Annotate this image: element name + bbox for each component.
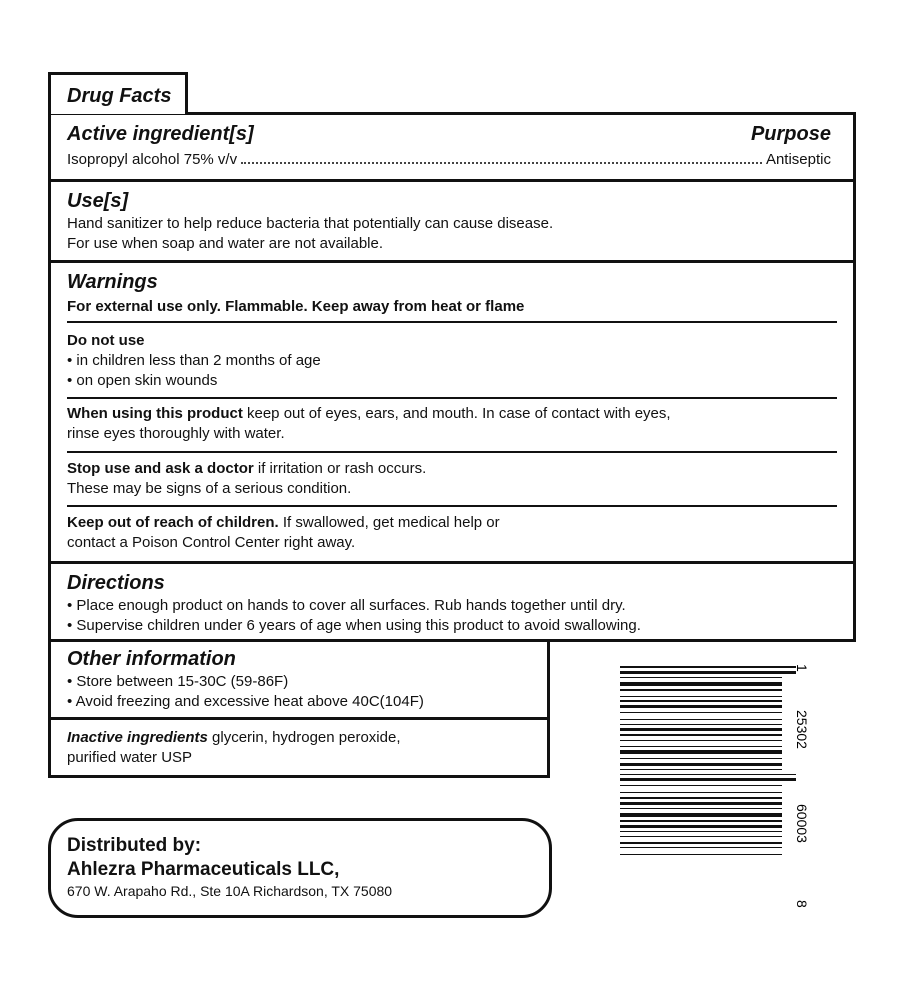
barcode-bar bbox=[620, 763, 782, 766]
directions-heading: Directions bbox=[67, 572, 165, 594]
barcode-bar bbox=[620, 831, 782, 832]
barcode-bar bbox=[620, 792, 782, 793]
barcode-bar bbox=[620, 854, 782, 855]
when-using-text: keep out of eyes, ears, and mouth. In case of contact with eyes, bbox=[242, 405, 671, 422]
barcode-digit: 25302 bbox=[794, 710, 810, 749]
keep-out-text-2: contact a Poison Control Center right away. bbox=[67, 534, 356, 551]
barcode-bar bbox=[620, 734, 782, 736]
ingredient-purpose: Antiseptic bbox=[765, 151, 831, 168]
barcode-bar bbox=[620, 746, 782, 747]
leader-dots bbox=[241, 162, 762, 164]
other-information-line: • Avoid freezing and excessive heat above 40C(104F) bbox=[67, 693, 424, 710]
active-ingredient-section bbox=[51, 115, 853, 181]
other-information-heading: Other information bbox=[67, 648, 236, 670]
inactive-heading: Inactive ingredients bbox=[67, 729, 208, 746]
uses-line: Hand sanitizer to help reduce bacteria that potentially can cause disease. bbox=[67, 215, 554, 232]
warnings-divider bbox=[67, 451, 837, 453]
barcode-bar bbox=[620, 820, 782, 822]
barcode-bar bbox=[620, 842, 782, 844]
barcode-digit: 8 bbox=[794, 900, 810, 908]
barcode-bar bbox=[620, 778, 796, 781]
when-using-heading: When using this product bbox=[67, 405, 243, 422]
ingredient-name: Isopropyl alcohol 75% v/v bbox=[67, 151, 238, 168]
do-not-use-item: • on open skin wounds bbox=[67, 372, 218, 389]
barcode-bars bbox=[620, 666, 796, 855]
stop-use-heading: Stop use and ask a doctor bbox=[67, 460, 254, 477]
uses-section bbox=[51, 182, 853, 260]
barcode-bar bbox=[620, 769, 782, 770]
barcode-bar bbox=[620, 785, 782, 786]
distributor-name: Ahlezra Pharmaceuticals LLC, bbox=[67, 859, 340, 880]
barcode-bar bbox=[620, 705, 782, 708]
barcode-bar bbox=[620, 719, 782, 720]
barcode-bar bbox=[620, 689, 782, 691]
barcode-bar bbox=[620, 758, 782, 759]
inactive-text: glycerin, hydrogen peroxide, bbox=[207, 729, 401, 746]
barcode-bar bbox=[620, 797, 782, 799]
drug-facts-title: Drug Facts bbox=[67, 85, 172, 107]
stop-use-text-2: These may be signs of a serious condition. bbox=[67, 480, 352, 497]
barcode-bar bbox=[620, 802, 782, 805]
barcode-digit: 1 bbox=[794, 664, 810, 672]
do-not-use-item: • in children less than 2 months of age bbox=[67, 352, 321, 369]
barcode-bar bbox=[620, 825, 782, 828]
stop-use-text: if irritation or rash occurs. bbox=[253, 460, 427, 477]
barcode-bar bbox=[620, 836, 782, 837]
barcode-bar bbox=[620, 677, 782, 678]
barcode-bar bbox=[620, 750, 782, 754]
distributed-by-label: Distributed by: bbox=[67, 835, 202, 856]
warnings-section bbox=[51, 263, 853, 563]
barcode-bar bbox=[620, 774, 796, 775]
barcode-bar bbox=[620, 671, 796, 674]
inactive-text-2: purified water USP bbox=[67, 749, 193, 766]
other-information-line: • Store between 15-30C (59-86F) bbox=[67, 673, 289, 690]
barcode-bar bbox=[620, 847, 782, 848]
keep-out-line bbox=[67, 513, 500, 533]
warnings-divider bbox=[67, 505, 837, 507]
when-using-line bbox=[67, 404, 671, 424]
stop-use-line bbox=[67, 459, 426, 479]
barcode-bar bbox=[620, 712, 782, 713]
when-using-text-2: rinse eyes thoroughly with water. bbox=[67, 425, 285, 442]
active-ingredient-heading: Active ingredient[s] bbox=[67, 123, 254, 145]
uses-line: For use when soap and water are not available. bbox=[67, 235, 384, 252]
barcode bbox=[616, 652, 816, 922]
keep-out-text: If swallowed, get medical help or bbox=[278, 514, 500, 531]
warnings-heading: Warnings bbox=[67, 271, 158, 293]
drug-facts-panel bbox=[48, 112, 856, 642]
directions-section bbox=[51, 564, 853, 642]
warnings-divider bbox=[67, 397, 837, 399]
directions-line: • Place enough product on hands to cover all surfaces. Rub hands together until dry. bbox=[67, 597, 626, 614]
uses-heading: Use[s] bbox=[67, 190, 129, 212]
drug-facts-tab bbox=[48, 72, 188, 114]
barcode-bar bbox=[620, 666, 796, 668]
purpose-heading: Purpose bbox=[750, 123, 831, 145]
barcode-bar bbox=[620, 728, 782, 731]
other-information-panel bbox=[48, 640, 550, 778]
do-not-use-heading: Do not use bbox=[67, 332, 145, 349]
barcode-bar bbox=[620, 682, 782, 686]
barcode-bar bbox=[620, 808, 782, 809]
inactive-line bbox=[67, 728, 401, 748]
barcode-digit: 60003 bbox=[794, 804, 810, 843]
external-use-warning: For external use only. Flammable. Keep away from heat or flame bbox=[67, 298, 525, 315]
ingredient-leader-row bbox=[67, 151, 831, 168]
other-divider bbox=[51, 717, 547, 720]
barcode-bar bbox=[620, 700, 782, 702]
keep-out-heading: Keep out of reach of children. bbox=[67, 514, 279, 531]
distributor-box bbox=[48, 818, 552, 918]
barcode-bar bbox=[620, 724, 782, 725]
barcode-bar bbox=[620, 740, 782, 741]
warnings-divider bbox=[67, 321, 837, 323]
barcode-bar bbox=[620, 696, 782, 697]
barcode-bar bbox=[620, 813, 782, 817]
directions-line: • Supervise children under 6 years of age when using this product to avoid swallowing. bbox=[67, 617, 641, 634]
distributor-address: 670 W. Arapaho Rd., Ste 10A Richardson, TX 75080 bbox=[67, 883, 393, 899]
